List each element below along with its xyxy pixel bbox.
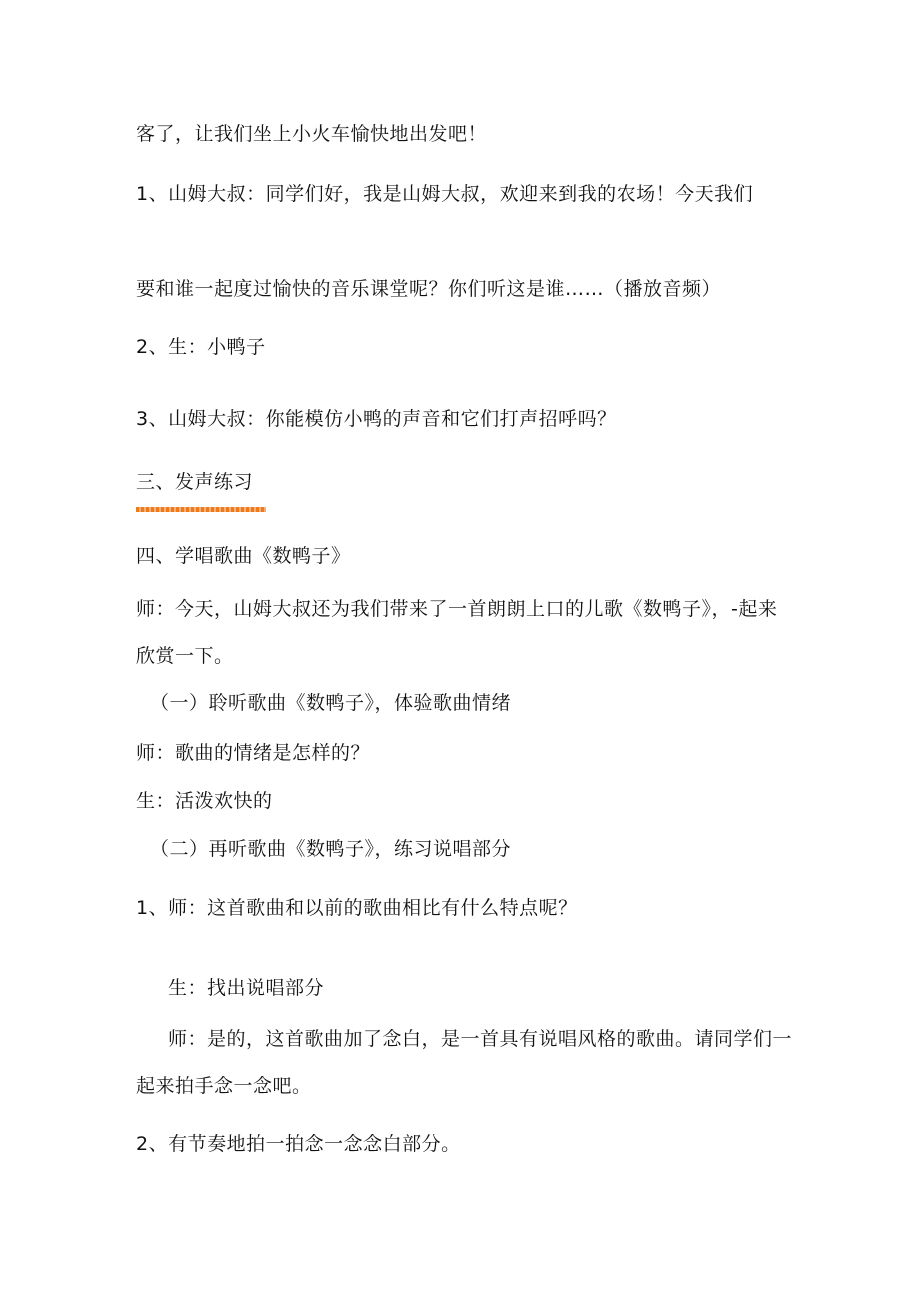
- paragraph-uncle-sam-greeting-cont: 要和谁一起度过愉快的音乐课堂呢？你们听这是谁……（播放音频）: [136, 278, 722, 300]
- paragraph-teacher-explain-rap-cont: 起来拍手念一念吧。: [136, 1075, 312, 1097]
- heading-underline-decoration: [136, 507, 266, 512]
- paragraph-student-find-rap: 生：找出说唱部分: [168, 977, 325, 999]
- paragraph-rhythm-practice: 2、有节奏地拍一拍念一念念白部分。: [136, 1133, 461, 1155]
- paragraph-teacher-feature-question: 1、师：这首歌曲和以前的歌曲相比有什么特点呢？: [136, 897, 578, 919]
- paragraph-student-mood-answer: 生：活泼欢快的: [136, 790, 273, 812]
- subheading-listen-song: （一）聆听歌曲《数鸭子》，体验歌曲情绪: [150, 692, 512, 714]
- subheading-listen-again: （二）再听歌曲《数鸭子》，练习说唱部分: [150, 838, 512, 860]
- paragraph-teacher-explain-rap: 师：是的，这首歌曲加了念白，是一首具有说唱风格的歌曲。请同学们一: [168, 1028, 793, 1050]
- paragraph-teacher-mood-question: 师：歌曲的情绪是怎样的？: [136, 742, 371, 764]
- paragraph-teacher-intro-song-cont: 欣赏一下。: [136, 645, 234, 667]
- paragraph-intro-continuation: 客了，让我们坐上小火车愉快地出发吧！: [136, 123, 488, 145]
- section-heading-learn-song: 四、学唱歌曲《数鸭子》: [136, 545, 351, 567]
- paragraph-uncle-sam-greeting: 1、山姆大叔：同学们好，我是山姆大叔，欢迎来到我的农场！今天我们: [136, 183, 754, 205]
- paragraph-teacher-intro-song: 师：今天，山姆大叔还为我们带来了一首朗朗上口的儿歌《数鸭子》，-起来: [136, 598, 778, 620]
- paragraph-uncle-sam-imitate: 3、山姆大叔：你能模仿小鸭的声音和它们打声招呼吗？: [136, 408, 617, 430]
- section-heading-vocal-practice: 三、发声练习: [136, 471, 254, 493]
- paragraph-student-duck: 2、生：小鸭子: [136, 336, 266, 358]
